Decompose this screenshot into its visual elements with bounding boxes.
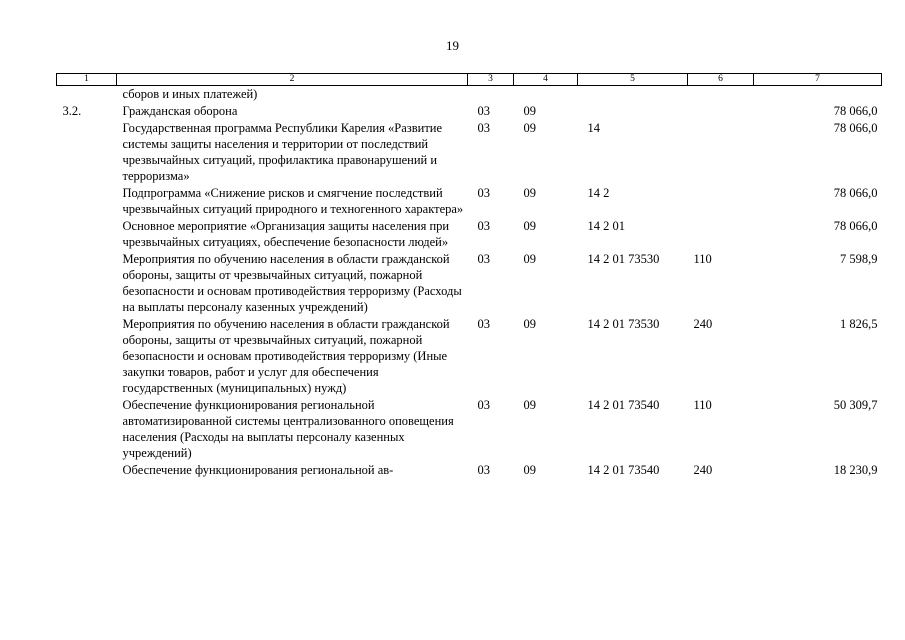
row-amount: [754, 86, 882, 104]
row-target-code: [578, 103, 688, 120]
row-subsection: 09: [523, 186, 536, 200]
row-section: 03: [477, 121, 490, 135]
row-number: [57, 185, 117, 218]
table-row: [57, 103, 882, 120]
row-section: [468, 86, 514, 104]
row-expense-type: [688, 218, 754, 251]
table-row: [57, 218, 882, 251]
row-subsection: [514, 86, 578, 104]
row-number: [57, 218, 117, 251]
row-description: Гражданская оборона: [122, 104, 238, 118]
row-description: сборов и иных платежей): [122, 87, 258, 101]
table-row: [57, 316, 882, 397]
row-target-code: 14 2 01 73540: [587, 463, 660, 477]
row-description: Мероприятия по обучению населения в области гражданской обороны, защиты от чрезвычайных ситуаций, пожарной безопасности и основам противодействия терроризму (Расходы на выплаты персоналу казенных учреждений): [122, 252, 462, 314]
header-col-1: 1: [57, 74, 117, 86]
table-row: [57, 462, 882, 479]
row-subsection: 09: [523, 463, 536, 477]
row-amount: 78 066,0: [833, 219, 878, 233]
row-amount: 1 826,5: [840, 317, 878, 331]
row-description: Подпрограмма «Снижение рисков и смягчение последствий чрезвычайных ситуаций природного и техногенного характера»: [122, 186, 464, 216]
row-amount: 7 598,9: [840, 252, 878, 266]
row-amount: 78 066,0: [833, 121, 878, 135]
row-expense-type: [688, 120, 754, 185]
row-target-code: 14: [587, 121, 600, 135]
row-section: 03: [477, 463, 490, 477]
header-col-4: 4: [514, 74, 578, 86]
row-expense-type: [688, 86, 754, 104]
row-target-code: [578, 86, 688, 104]
header-col-6: 6: [688, 74, 754, 86]
row-expense-type: 240: [693, 317, 713, 331]
row-amount: 78 066,0: [833, 104, 878, 118]
row-section: 03: [477, 219, 490, 233]
row-section: 03: [477, 104, 490, 118]
row-subsection: 09: [523, 398, 536, 412]
row-description: Обеспечение функционирования региональной ав-: [122, 463, 394, 477]
row-section: 03: [477, 398, 490, 412]
row-section: 03: [477, 317, 490, 331]
table-row: [57, 120, 882, 185]
row-target-code: 14 2 01 73530: [587, 252, 660, 266]
row-amount: 18 230,9: [833, 463, 878, 477]
row-target-code: 14 2 01: [587, 219, 625, 233]
table-body: [57, 86, 882, 480]
table-row: [57, 185, 882, 218]
header-col-7: 7: [754, 74, 882, 86]
table-row: [57, 397, 882, 462]
header-col-5: 5: [578, 74, 688, 86]
row-description: Государственная программа Республики Карелия «Развитие системы защиты населения и территории от последствий чрезвычайных ситуаций, профилактика правонарушений и терроризма»: [122, 121, 443, 183]
row-number: [57, 462, 117, 479]
row-expense-type: 110: [693, 398, 712, 412]
row-subsection: 09: [523, 104, 536, 118]
row-expense-type: [688, 185, 754, 218]
budget-table: [56, 73, 882, 479]
table-row: [57, 86, 882, 104]
row-number: [57, 86, 117, 104]
table-row: [57, 251, 882, 316]
table-header: [57, 74, 882, 86]
row-expense-type: 110: [693, 252, 712, 266]
row-subsection: 09: [523, 317, 536, 331]
row-description: Основное мероприятие «Организация защиты населения при чрезвычайных ситуациях, обеспечение безопасности людей»: [122, 219, 450, 249]
row-expense-type: [688, 103, 754, 120]
row-description: Мероприятия по обучению населения в области гражданской обороны, защиты от чрезвычайных ситуаций, пожарной безопасности и основам противодействия терроризму (Иные закупки товаров, работ и услуг для обеспечения государственных (муниципальных) нужд): [122, 317, 450, 395]
row-expense-type: 240: [693, 463, 713, 477]
row-amount: 78 066,0: [833, 186, 878, 200]
row-target-code: 14 2 01 73530: [587, 317, 660, 331]
row-target-code: 14 2 01 73540: [587, 398, 660, 412]
row-amount: 50 309,7: [833, 398, 878, 412]
page-number: 19: [446, 38, 459, 53]
row-section: 03: [477, 252, 490, 266]
row-subsection: 09: [523, 252, 536, 266]
row-number: 3.2.: [62, 104, 82, 118]
row-target-code: 14 2: [587, 186, 610, 200]
header-col-2: 2: [117, 74, 468, 86]
row-description: Обеспечение функционирования региональной автоматизированной системы централизованного оповещения населения (Расходы на выплаты персоналу казенных учреждений): [122, 398, 454, 460]
row-subsection: 09: [523, 121, 536, 135]
row-number: [57, 120, 117, 185]
row-subsection: 09: [523, 219, 536, 233]
row-section: 03: [477, 186, 490, 200]
row-number: [57, 397, 117, 462]
header-row: [57, 74, 882, 86]
header-col-3: 3: [468, 74, 514, 86]
row-number: [57, 316, 117, 397]
row-number: [57, 251, 117, 316]
